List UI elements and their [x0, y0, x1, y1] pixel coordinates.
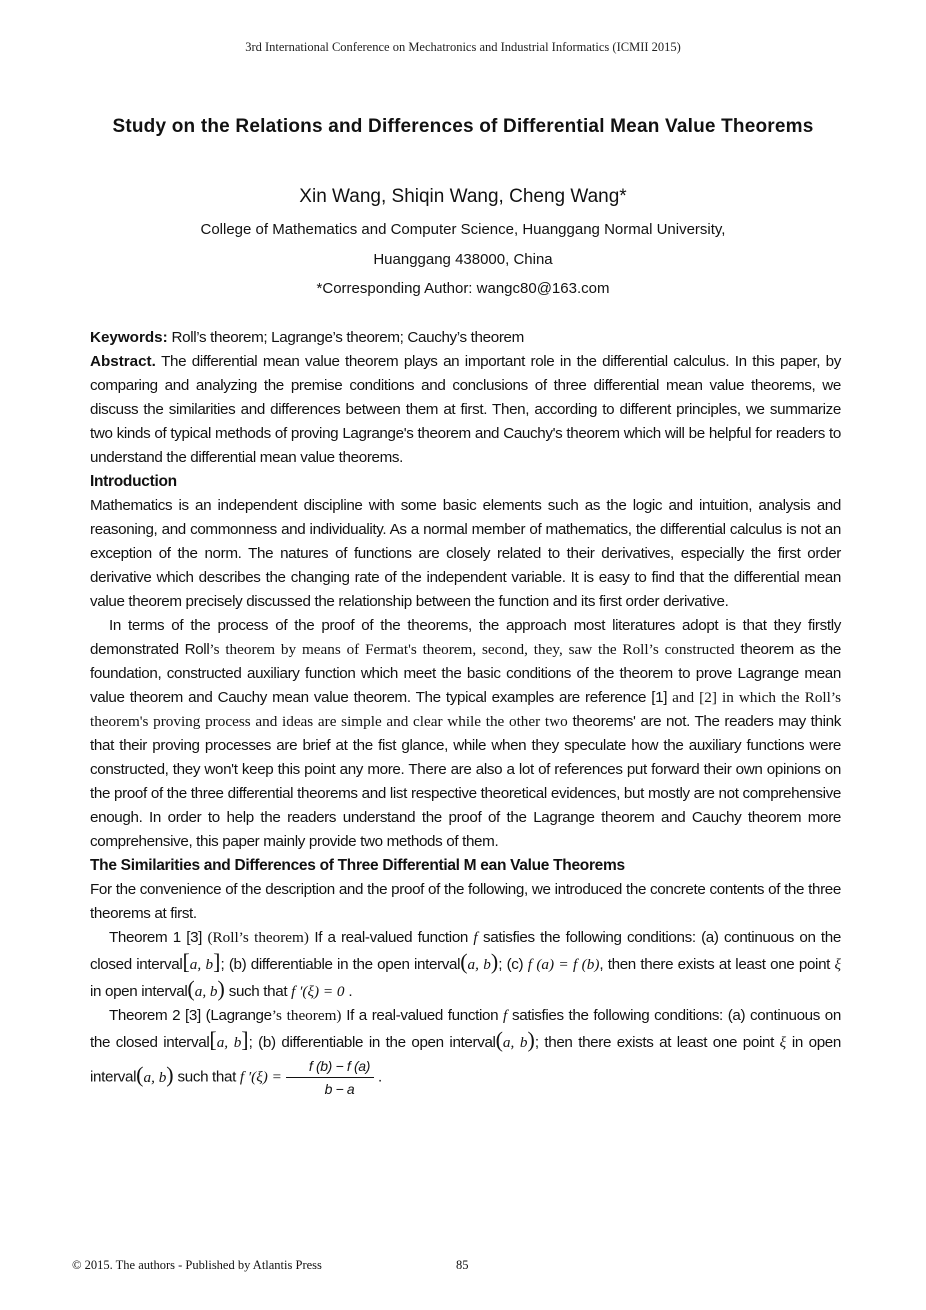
fraction-denominator: b − a — [324, 1081, 355, 1097]
open-interval-bounds: a, b — [194, 983, 218, 1000]
keywords — [90, 326, 841, 350]
theorem-1-text-e: , then there exists at least one point — [599, 956, 835, 973]
function-symbol: f — [473, 929, 478, 946]
keywords-label: Keywords: — [90, 329, 168, 346]
theorem-2-label: Theorem 2 [3] (Lagrange — [109, 1007, 272, 1024]
theorem-2-text-a: If a real-valued function — [341, 1007, 503, 1024]
theorem-1-text-f: in open interval — [90, 983, 188, 1000]
closed-interval-bounds: a, b — [189, 956, 214, 973]
theorem-1-label: Theorem 1 [3] — [109, 929, 208, 946]
theorem-2-text-d: ; then there exists at least one point — [534, 1034, 780, 1051]
closed-interval — [182, 949, 221, 974]
section2-paragraph-1: For the convenience of the description and the proof of the following, we introduced the concrete contents of the three theorems at first. — [90, 881, 841, 922]
equality-condition: f (a) = f (b) — [527, 956, 600, 973]
theorem-2-text-b: satisfies the following conditions: (a) continuous on the closed interval — [90, 1007, 842, 1051]
theorem-1-text-a: If a real-valued function — [308, 929, 474, 946]
intro-p2-part-c: theorem as the foundation, constructed auxiliary function which meet the basic conditions of the theorem to prove Lagrange mean value theorem and Cauchy mean value theorem. The typical examples are reference [1] — [90, 641, 841, 706]
corresponding-author: *Corresponding Author: wangc80@163.com — [316, 280, 610, 297]
right-paren: ) — [217, 976, 225, 1001]
right-bracket: ] — [213, 949, 221, 974]
theorem-1-end: . — [344, 983, 353, 1000]
theorem-2-name: ’s theorem) — [271, 1007, 342, 1024]
xi-symbol: ξ — [834, 956, 842, 973]
theorem-2-text-e: in open interval — [90, 1034, 841, 1086]
paper-title: Study on the Relations and Differences of Differential Mean Value Theorems — [112, 116, 814, 137]
open-interval — [460, 949, 499, 974]
xi-symbol: ξ — [779, 1034, 787, 1051]
derivative-zero-equation: f ′(ξ) = 0 — [291, 983, 345, 1000]
left-paren: ( — [495, 1027, 503, 1052]
intro-p2-part-d: and [2] in which the Roll’s theorem's proving process and ideas are simple and clear while the other two — [90, 689, 841, 730]
left-paren: ( — [460, 949, 468, 974]
section-heading-similarities: The Similarities and Differences of Three Differential M ean Value Theorems — [90, 857, 625, 874]
closed-interval — [209, 1027, 249, 1052]
theorem-1-text-g: such that — [224, 983, 292, 1000]
theorem-1-text-b: satisfies the following conditions: (a) continuous on the closed interval — [90, 929, 841, 973]
section-heading-introduction: Introduction — [90, 473, 177, 490]
open-interval-bounds: a, b — [467, 956, 491, 973]
keywords-text: Roll’s theorem; Lagrange’s theorem; Cauchy’s theorem — [167, 329, 524, 346]
closed-interval-bounds: a, b — [216, 1034, 242, 1051]
right-bracket: ] — [241, 1027, 249, 1052]
open-interval — [187, 976, 225, 1001]
copyright-footer: © 2015. The authors - Published by Atlantis Press — [72, 1258, 322, 1272]
left-paren: ( — [136, 1061, 144, 1087]
mean-value-lhs: f ′(ξ) = — [239, 1068, 282, 1086]
author-list: Xin Wang, Shiqin Wang, Cheng Wang* — [299, 186, 627, 207]
theorem-2-end: . — [378, 1068, 382, 1086]
theorem-1 — [90, 926, 841, 1004]
open-interval — [495, 1027, 535, 1052]
theorem-1-text-d: ; (c) — [498, 956, 528, 973]
theorem-2 — [90, 1004, 841, 1100]
paper-body — [90, 326, 841, 1100]
left-bracket: [ — [182, 949, 190, 974]
right-paren: ) — [527, 1027, 535, 1052]
function-symbol: f — [503, 1007, 508, 1024]
right-paren: ) — [166, 1061, 174, 1087]
open-interval-bounds: a, b — [502, 1034, 528, 1051]
theorem-1-text-c: ; (b) differentiable in the open interval — [220, 956, 461, 973]
intro-p2-part-b: ’s theorem by means of Fermat's theorem, second, they, saw the Roll’s constructed — [209, 641, 735, 658]
intro-paragraph-1: Mathematics is an independent discipline with some basic elements such as the logic and intuition, analysis and reasoning, and commonness and individuality. As a normal member of mathematics, the differential calculus is not an exception of the norm. The natures of functions are closely related to their derivatives, especially the first order derivative which describes the changing rate of the independent variable. It is easy to find that the differential mean value theorem precisely discussed the relationship between the function and its first order derivative. — [90, 497, 841, 610]
conference-header: 3rd International Conference on Mechatronics and Industrial Informatics (ICMII 2015) — [245, 40, 681, 54]
abstract — [90, 350, 841, 470]
affiliation-line-1: College of Mathematics and Computer Science, Huanggang Normal University, — [200, 221, 726, 238]
intro-paragraph-2 — [90, 614, 841, 854]
theorem-2-text-c: ; (b) differentiable in the open interval — [248, 1034, 496, 1051]
intro-p2-part-a: In terms of the process of the proof of the theorems, the approach most literatures adopt is that they firstly demonstrated Roll — [90, 617, 841, 658]
open-interval-bounds: a, b — [143, 1068, 167, 1086]
open-interval — [136, 1061, 174, 1087]
affiliation-line-2: Huanggang 438000, China — [373, 251, 553, 268]
fraction-numerator: f (b) − f (a) — [286, 1055, 374, 1078]
abstract-text: The differential mean value theorem plays an important role in the differential calculus. In this paper, by comparing and analyzing the premise conditions and conclusions of three differential mean value theorems, we discuss the similarities and differences between them at first. Then, according to different principles, we summarize two kinds of typical methods of proving Lagrange's theorem and Cauchy's theorem which will be helpful for readers to understand the differential mean value theorems. — [90, 353, 841, 466]
left-paren: ( — [187, 976, 195, 1001]
intro-p2-part-e: theorems' are not. The readers may think that their proving processes are brief at the fist glance, while when they speculate how the auxiliary functions were constructed, they won't keep this point any more. There are also a lot of references put forward their own opinions on the proof of the three differential theorems and list respective theoretical evidences, but mostly are not comprehensive enough. In order to help the readers understand the proof of the Lagrange theorem and Cauchy theorem more comprehensive, this paper mainly provide two methods of them. — [90, 713, 841, 850]
abstract-label: Abstract. — [90, 353, 156, 370]
page-number: 85 — [456, 1258, 469, 1272]
mean-value-fraction — [286, 1055, 374, 1100]
theorem-1-name: (Roll’s theorem) — [207, 929, 309, 946]
theorem-2-text-f: such that — [173, 1068, 240, 1086]
left-bracket: [ — [209, 1027, 217, 1052]
right-paren: ) — [490, 949, 499, 974]
